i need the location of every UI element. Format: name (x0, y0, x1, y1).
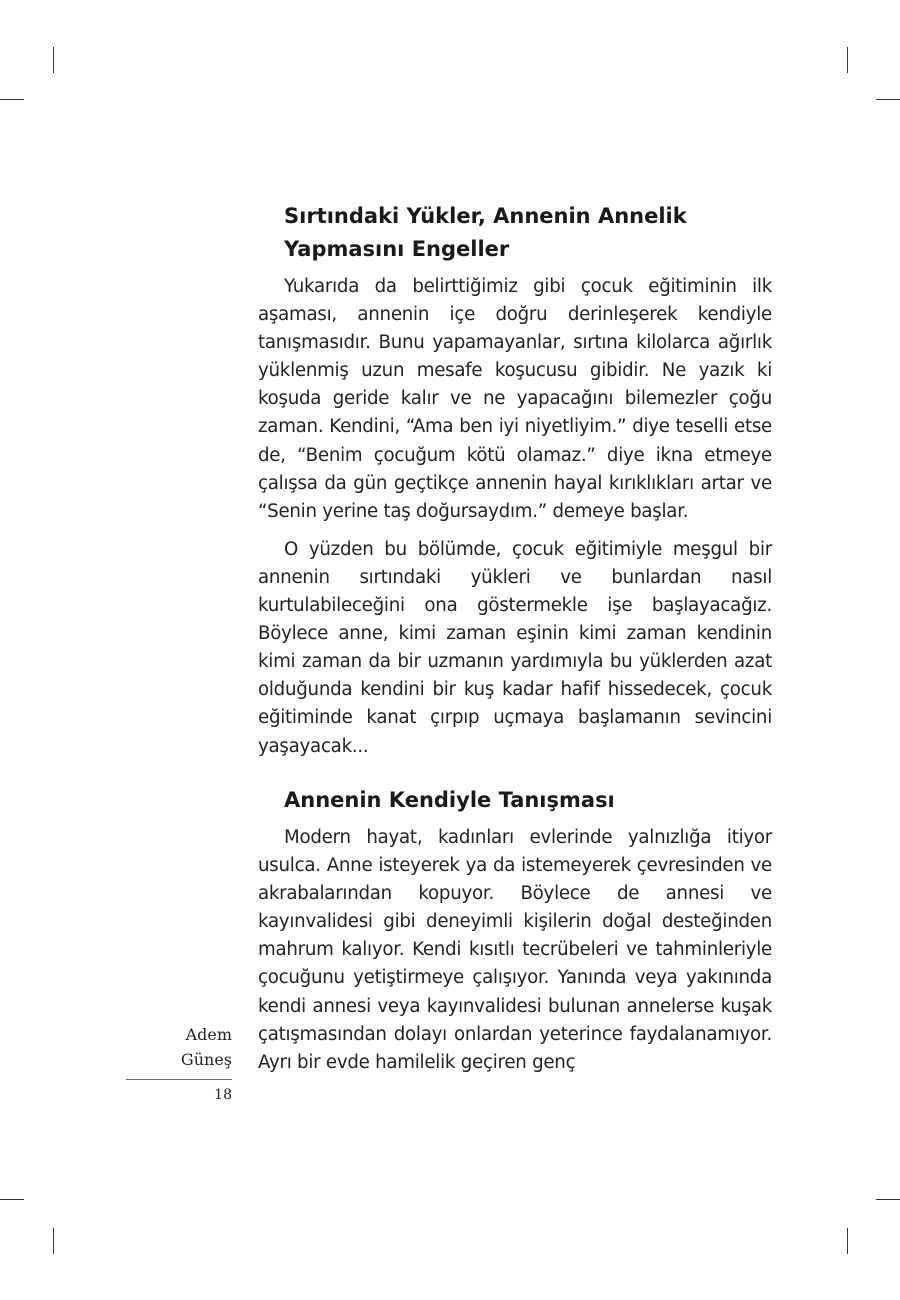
crop-mark-bottom-left-horizontal (0, 1199, 24, 1200)
section-1-heading: Sırtındaki Yükler, Annenin Annelik Yapmasını Engeller (284, 204, 687, 261)
section-2 (258, 784, 772, 1077)
author-first-name: Adem (185, 1025, 232, 1044)
crop-mark-bottom-left-vertical (53, 1228, 54, 1254)
section-1-paragraph-1: Yukarıda da belirttiğimiz gibi çocuk eğitiminin ilk aşaması, annenin içe doğru derinleşerek kendiyle tanışmasıdır. Bunu yapamayanlar, sırtına kilolarca ağırlık yüklenmiş uzun mesafe koşucusu gibidir. Ne yazık ki koşuda geride kalır ve ne yapacağını bilemezler çoğu zaman. Kendini, “Ama ben iyi niyetliyim.” diye teselli etse de, “Benim çocuğum kötü olamaz.” diye ikna etmeye çalışsa da gün geçtikçe annenin hayal kırıklıkları artar ve “Senin yerine taş doğursaydım.” demeye başlar. (258, 276, 772, 522)
section-1-paragraph-2: O yüzden bu bölümde, çocuk eğitimiyle meşgul bir annenin sırtındaki yükleri ve bunlardan nasıl kurtulabileceğini ona göstermekle işe başlayacağız. Böylece anne, kimi zaman eşinin kimi zaman kendinin kimi zaman da bir uzmanın yardımıyla bu yüklerden azat olduğunda kendini bir kuş kadar hafif hissedecek, çocuk eğitiminde kanat çırpıp uçmaya başlamanın sevincini yaşayacak... (258, 538, 772, 757)
section-2-heading: Annenin Kendiyle Tanışması (284, 788, 615, 812)
crop-mark-bottom-right-vertical (847, 1228, 848, 1254)
crop-mark-top-right-vertical (847, 47, 848, 73)
section-1 (258, 200, 772, 761)
page-number: 18 (214, 1087, 232, 1103)
author-last-name: Güneş (180, 1050, 232, 1069)
crop-mark-top-right-horizontal (876, 99, 900, 100)
section-2-paragraph-1: Modern hayat, kadınları evlerinde yalnızlığa itiyor usulca. Anne isteyerek ya da istemeyerek çevresinden ve akrabalarından kopuyor. Böylece de annesi ve kayınvalidesi gibi deneyimli kişilerin doğal desteğinden mahrum kalıyor. Kendi kısıtlı tecrübeleri ve tahminleriyle çocuğunu yetiştirmeye çalışıyor. Yanında veya yakınında kendi annesi veya kayınvalidesi bulunan annelerse kuşak çatışmasından dolayı onlardan yeterince faydalanamıyor. Ayrı bir evde hamilelik geçiren genç (258, 827, 772, 1073)
footer-rule (126, 1079, 232, 1080)
crop-mark-bottom-right-horizontal (876, 1199, 900, 1200)
crop-mark-top-left-horizontal (0, 99, 24, 100)
crop-mark-top-left-vertical (53, 47, 54, 73)
